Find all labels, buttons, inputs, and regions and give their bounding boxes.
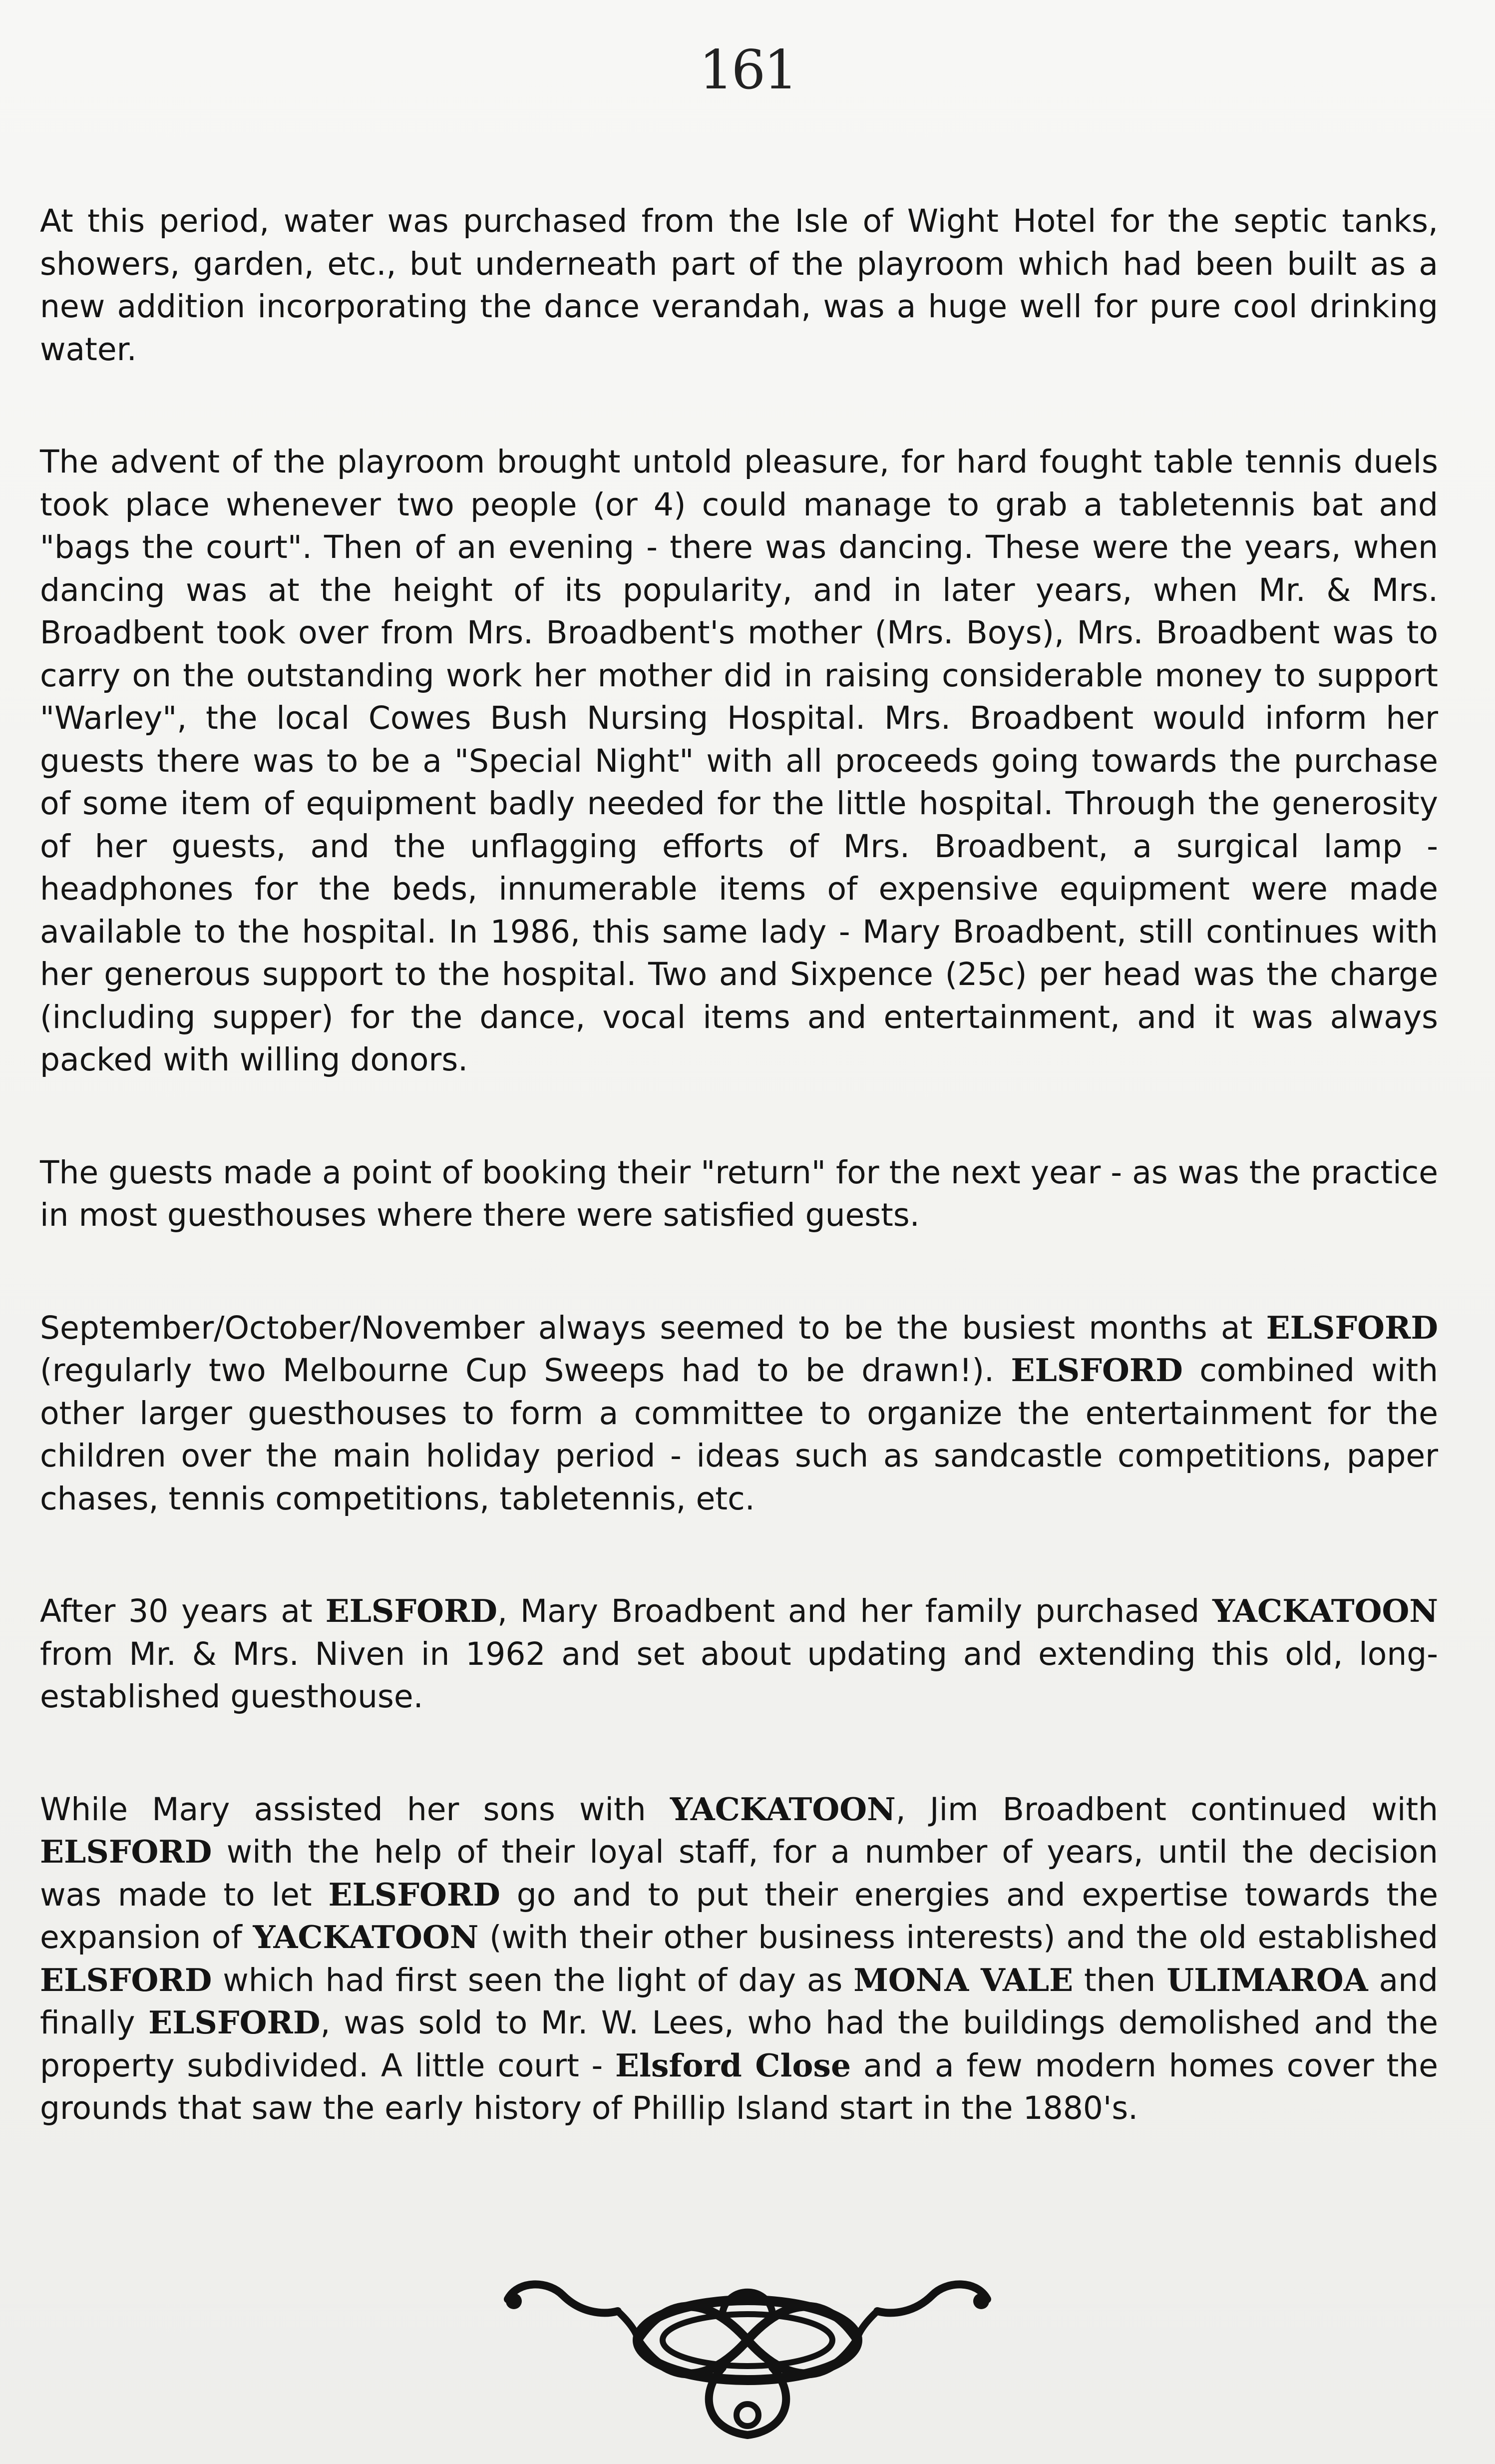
emphasized-name: YACKATOON bbox=[253, 1919, 479, 1956]
paragraph-text: September/October/November always seemed to be the busiest months at bbox=[40, 1309, 1266, 1346]
paragraph-text: , was sold to Mr. W. Lees, who had the buildings demolished and the property subdivided. A little court - bbox=[40, 2004, 1438, 2084]
emphasized-name: YACKATOON bbox=[1212, 1592, 1438, 1629]
emphasized-name: MONA VALE bbox=[853, 1961, 1074, 1998]
body-paragraph bbox=[40, 200, 1438, 371]
emphasized-name: ELSFORD bbox=[1011, 1352, 1183, 1389]
paragraph-text: At this period, water was purchased from the Isle of Wight Hotel for the septic tanks, showers, garden, etc., but underneath part of the playroom which had been built as a new addition incorporating the dance verandah, was a huge well for pure cool drinking water. bbox=[40, 203, 1438, 368]
paragraph-text: with the help of their loyal staff, for a number of years, until the decision was made to let bbox=[40, 1834, 1438, 1913]
body-paragraph bbox=[40, 1151, 1438, 1237]
emphasized-name: ULIMAROA bbox=[1166, 1961, 1368, 1998]
paragraph-text: from Mr. & Mrs. Niven in 1962 and set about updating and extending this old, long-established guesthouse. bbox=[40, 1635, 1438, 1715]
paragraph-text: which had first seen the light of day as bbox=[212, 1962, 854, 1998]
body-paragraph bbox=[40, 1307, 1438, 1520]
body-paragraph bbox=[40, 441, 1438, 1081]
paragraph-text: then bbox=[1073, 1962, 1167, 1998]
emphasized-name: ELSFORD bbox=[325, 1592, 497, 1629]
emphasized-name: YACKATOON bbox=[670, 1790, 896, 1828]
emphasized-name: ELSFORD bbox=[40, 1961, 212, 1998]
paragraph-text: , Jim Broadbent continued with bbox=[895, 1791, 1438, 1828]
page-number: 161 bbox=[699, 39, 796, 101]
paragraph-text: The advent of the playroom brought untold pleasure, for hard fought table tennis duels took place whenever two people (or 4) could manage to grab a tabletennis bat and "bags the court". Then of an evening - there was dancing. These were the years, when dancing was at the height of its popularity, and in later years, when Mr. & Mrs. Broadbent took over from Mrs. Broadbent's mother (Mrs. Boys), Mrs. Broadbent was to carry on the outstanding work her mother did in raising considerable money to support "Warley", the local Cowes Bush Nursing Hospital. Mrs. Broadbent would inform her guests there was to be a "Special Night" with all proceeds going towards the purchase of some item of equipment badly needed for the little hospital. Through the generosity of her guests, and the unflagging efforts of Mrs. Broadbent, a surgical lamp - headphones for the beds, innumerable items of expensive equipment were made available to the hospital. In 1986, this same lady - Mary Broadbent, still continues with her generous support to the hospital. Two and Sixpence (25c) per head was the charge (including supper) for the dance, vocal items and entertainment, and it was always packed with willing donors. bbox=[40, 444, 1438, 1078]
emphasized-name: Elsford Close bbox=[615, 2046, 851, 2084]
paragraph-text: go and to put their energies and expertise towards the expansion of bbox=[40, 1876, 1439, 1956]
paragraph-text: combined with other larger guesthouses to form a committee to organize the entertainment for the children over the main holiday period - ideas such as sandcastle competitions, paper chases, tennis competitions, tabletennis, etc. bbox=[40, 1352, 1439, 1517]
paragraph-text: and finally bbox=[40, 1962, 1438, 2041]
body-paragraph bbox=[40, 1788, 1438, 2130]
scroll-flourish-icon bbox=[488, 2265, 1007, 2455]
body-text bbox=[40, 200, 1438, 2200]
emphasized-name: ELSFORD bbox=[328, 1876, 500, 1913]
paragraph-text: The guests made a point of booking their "return" for the next year - as was the practice in most guesthouses where there were satisfied guests. bbox=[40, 1154, 1438, 1233]
emphasized-name: ELSFORD bbox=[1266, 1309, 1438, 1346]
body-paragraph bbox=[40, 1590, 1438, 1718]
paragraph-text: After 30 years at bbox=[40, 1593, 326, 1629]
paragraph-text: (regularly two Melbourne Cup Sweeps had to be drawn!). bbox=[40, 1352, 1011, 1389]
emphasized-name: ELSFORD bbox=[148, 2004, 321, 2041]
emphasized-name: ELSFORD bbox=[40, 1833, 212, 1870]
paragraph-text: , Mary Broadbent and her family purchased bbox=[497, 1593, 1213, 1629]
paragraph-text: (with their other business interests) and the old established bbox=[478, 1919, 1438, 1956]
paragraph-text: While Mary assisted her sons with bbox=[40, 1791, 670, 1828]
paragraph-text: and a few modern homes cover the grounds that saw the early history of Phillip Island start in the 1880's. bbox=[40, 2047, 1438, 2126]
